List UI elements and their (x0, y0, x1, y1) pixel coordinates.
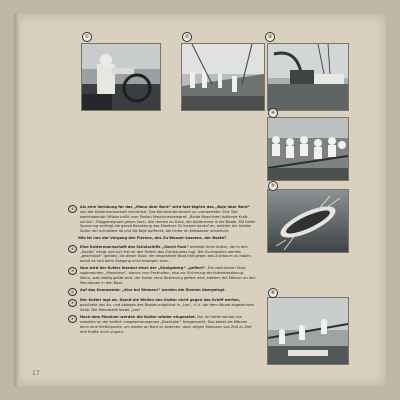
photo-rowers (268, 118, 348, 180)
paragraph-2: ② Eine Kuttermannschaft des Schulschiffs „Gorch Fock“ besteigt ihren Kutter, der in den „Davits“ hängt und sich frei an den Pollern des Zurrbaumes lagt. Die Zurrbrooken werden „geschlippt“ (gelöst), bis dieser Boot, der eingesetzte Boot hält gegen das Zurrbaum zu hoben, damit es sich beim Seegang nicht bewegen kann. (68, 245, 256, 264)
marker-5: ⑤ (268, 181, 278, 191)
page-number: 17 (32, 370, 40, 377)
paragraph-5: ⑤ Der Kutter legt ab. Damit die Wellen den Kutter nicht gegen das Schiff werfen, geschieht das An- und Ablegen des Bootes möglichst in „Lee“, d. h. der dem Winde abgekehrten Seite. Die Wendwelle bietet „Lee“. (68, 298, 256, 313)
photo-cutter-rowing (268, 190, 348, 252)
marker-4: ④ (268, 108, 278, 118)
caption-text (68, 205, 256, 337)
photo-boat-boom (268, 298, 348, 364)
album-binding (14, 14, 20, 386)
paragraph-3: ③ Nun wird der Kutter klarmal einer der „Königsberg“ „gefiert“. Die zahlreichen Taue, sogenannten „Manntaue“, dienen zum Festhalten, also zur Sicherung der Kutterbesatzung. Wenn, was häufig geübt wird, der Kutter ohne Besetzung gefiert wird, klettern die Männer an den Manntauen in den Boot. (68, 266, 256, 285)
marker-3: ③ (265, 32, 275, 42)
photo-deck-crew (182, 44, 264, 110)
paragraph-1: ① Als eine Vorübung für das „Mann über Bord“ wird fast täglich das „Boje über Bord“ von der Kuttermannschaft verzierlert. Das Kommando kommt zu unerwarteter Zeit. Der wachhabende Offizier brüllt zum Posten Maschinentelegraf: „Beide Maschinen äußerste Kraft zurück“. Flaggensignale gehen hoch, alle rennen an Deck, die Kutterrcrew in die Boote. Mit heller Spannung verfolgt die ganze Besatzung das Manöver. Es kommt darauf an, welcher der beiden Kutter der schnellere ist und die Boje auffischt, die hinter im Kielwasser schwimmt. (68, 205, 256, 234)
marker-2: ② (182, 32, 192, 42)
marker-1: ① (82, 32, 92, 42)
paragraph-4: ④ Auf das Kommando: „Klar bei Riemen!“ werden die Riemen übergelegt. (68, 288, 256, 296)
marker-6: ⑥ (268, 288, 278, 298)
paragraph-question: Wie ist nun der Vorgang des Fierens, des Zu-Wasser-Lassens, der Boote? (78, 236, 227, 241)
paragraph-6: ⑥ Noch dem Manöver werden die Kutter wieder eingesetzt. Nur im Hafen werden sie zuweilen an der seitlich ausgeschwungenen „Backspier“ festgemacht. Das bietet die Männer dann eine Kletterpartie, um wieder an Bord zu kommen; doch zeigen Matrosen von Zeit zu Zeit ihre Kräfte nicht ungern. (68, 315, 256, 334)
photo-davits-boat (268, 44, 348, 110)
photo-sailor-winch (82, 44, 160, 110)
